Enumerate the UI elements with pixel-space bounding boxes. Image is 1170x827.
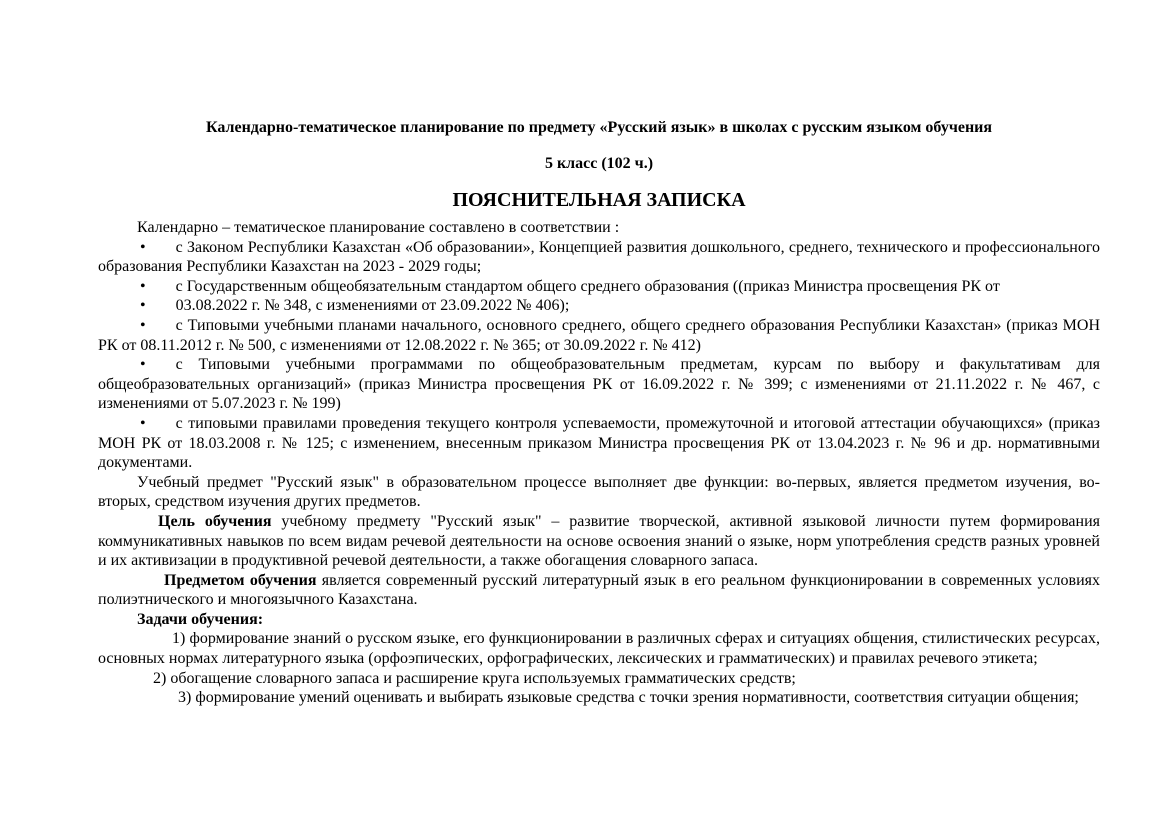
bullet-item <box>98 296 1100 316</box>
document-subtitle: 5 класс (102 ч.) <box>544 155 654 172</box>
bullet-marker: • <box>140 238 146 256</box>
bullet-text: 03.08.2022 г. № 348, с изменениями от 23.09.2022 № 406); <box>175 297 570 315</box>
subject-lead: Предметом обучения <box>164 571 317 589</box>
intro-paragraph: Календарно – тематическое планирование составлено в соответствии : <box>137 219 620 236</box>
bullet-text: с Государственным общеобязательным стандартом общего среднего образования ((приказ Министра просвещения РК от <box>175 277 1000 295</box>
bullet-marker: • <box>140 277 146 295</box>
task-item: 3) формирование умений оценивать и выбирать языковые средства с точки зрения нормативности, соответствия ситуации общения; <box>178 689 1079 707</box>
tasks-heading: Задачи обучения: <box>137 610 264 628</box>
goal-lead: Цель обучения <box>158 512 272 530</box>
document-body <box>98 218 1100 708</box>
bullet-text: с Типовыми учебными программами по общеобразовательным предметам, курсам по выбору и факультативам для общеобразовательных организаций» (приказ Министра просвещения РК от 16.09.2022 г. № 399; с изменениями от 21.11.2022 г. № 467, с изменениями от 5.07.2023 г. № 199) <box>98 356 1100 413</box>
bullet-marker: • <box>140 297 146 315</box>
bullet-item <box>98 277 1100 297</box>
subject-paragraph <box>98 571 1100 610</box>
bullet-marker: • <box>140 316 146 334</box>
bullet-marker: • <box>140 414 146 432</box>
bullet-item <box>98 238 1100 277</box>
bullet-text: с Типовыми учебными планами начального, основного среднего, общего среднего образования Республики Казахстан» (приказ МОН РК от 08.11.2012 г. № 500, с изменениями от 12.08.2022 г. № 365; от 30.09.2022 г. № 412) <box>98 316 1100 354</box>
section-heading: ПОЯСНИТЕЛЬНАЯ ЗАПИСКА <box>452 189 746 211</box>
goal-text: учебному предмету "Русский язык" – развитие творческой, активной языковой личности путем формирования коммуникативных навыков по всем видам речевой деятельности на основе освоения знаний о языке, норм употребления средств разных уровней и их активизации в продуктивной речевой деятельности, а также обогащения словарного запаса. <box>98 512 1101 570</box>
bullet-text: с типовыми правилами проведения текущего контроля успеваемости, промежуточной и итоговой аттестации обучающихся» (приказ МОН РК от 18.03.2008 г. № 125; с изменением, внесенным приказом Министра просвещения РК от 13.04.2023 г. № 96 и др. нормативными документами. <box>98 414 1100 472</box>
bullet-item <box>98 316 1100 355</box>
task-item: 2) обогащение словарного запаса и расширение круга используемых грамматических средств; <box>153 669 796 687</box>
bullet-marker: • <box>140 356 146 374</box>
document-title: Календарно-тематическое планирование по предмету «Русский язык» в школах с русским языком обучения <box>205 119 993 136</box>
bullet-text: с Законом Республики Казахстан «Об образовании», Концепцией развития дошкольного, среднего, технического и профессионального образования Республики Казахстан на 2023 - 2029 годы; <box>98 238 1100 276</box>
bullet-item <box>98 414 1100 473</box>
functions-paragraph: Учебный предмет "Русский язык" в образовательном процессе выполняет две функции: во-первых, является предметом изучения, во-вторых, средством изучения других предметов. <box>98 473 1100 511</box>
task-item: 1) формирование знаний о русском языке, его функционировании в различных сферах и ситуациях общения, стилистических ресурсах, основных нормах литературного языка (орфоэпических, орфографических, лексических и грамматических) и правилах речевого этикета; <box>98 630 1100 668</box>
subject-text: является современный русский литературный язык в его реальном функционировании в современных условиях полиэтнического и многоязычного Казахстана. <box>98 571 1101 609</box>
goal-paragraph <box>98 512 1100 571</box>
bullet-item <box>98 355 1100 414</box>
